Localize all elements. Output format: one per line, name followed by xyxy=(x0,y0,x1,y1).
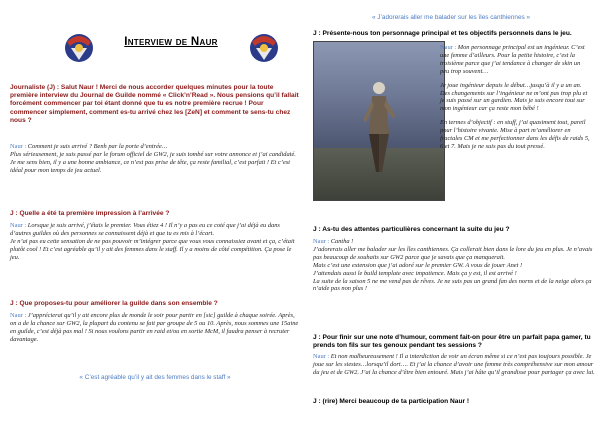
question-3: J : Que proposes-tu pour améliorer la guilde dans son ensemble ? xyxy=(10,300,218,307)
answer-6 xyxy=(313,353,595,377)
speaker-label: Naur : xyxy=(313,238,330,245)
answer-text: Plus sérieusement, je suis passé par le forum officiel de GW2, je suis tombé sur votre annonce et j’ai candidaté. xyxy=(10,150,296,158)
answer-3 xyxy=(10,312,300,344)
answer-text: Je n’ai pas eu cette sensation de ne pas pouvoir m’intégrer parce que vous vous connaissiez avant et ça, c’était plutôt cool ! Et c’est agréable qu’il y ait des femmes dans le staff. Il y a moins de côté compétition. Ça pose le jeu. xyxy=(10,237,295,261)
speaker-label: Naur : xyxy=(10,312,27,319)
question-4: J : Présente-nous ton personnage principal et tes objectifs personnels dans le jeu. xyxy=(313,30,572,37)
speaker-label: Naur : xyxy=(10,222,27,229)
answer-text: En termes d’objectif : en stuff, j’ai quasiment tout, pareil pour l’histoire vivante. Mise à part m’améliorer en fractales CM et me perfectionner dans les défis de raids 5, 6 et 7. Mais je ne suis pas du tout pressé. xyxy=(440,119,590,150)
interview-header xyxy=(10,2,300,82)
answer-5 xyxy=(313,238,595,293)
answer-text: Mon personnage principal est un ingénieur. C’est une femme d’ailleurs. Pour la petite histoire, c’est la troisième parce que j’ai tendance à changer de skin un peu trop souvent… xyxy=(440,44,585,75)
answer-text: Cantha ! xyxy=(330,238,354,245)
answer-text: Je joue ingénieur depuis le début…jusqu’à il y a un an. Des changements sur l’ingénieur ne m’ont pas trop plu et je suis passé sur un gardien. Mais je suis encore tout sur mon ingénieur car ça reste mon bébé ! xyxy=(440,81,588,113)
answer-text: Comment je suis arrivé ? Benh par la porte d’entrée… xyxy=(27,143,168,150)
answer-text: Et non malheureusement ! Il a interdiction de voir un écran même si ce n’est pas toujours possible. Je joue sur les siestes…lorsqu’il dort…. Et j’ai la chance d’avoir une femme très compréhensive sur mon amour du jeu et de GW2. J’ai la chance d’être bien entouré. Mais j’ai hâte qu’il grandisse pour partager ça avec lui. xyxy=(313,353,595,376)
speaker-label: Naur : xyxy=(440,44,457,51)
answer-text: J’apprécierai qu’il y ait encore plus de monde le soir pour partir en [sic] guilde à chaque soirée. Après, on a de la chance sur GW2, la plupart du contenu se fait par groupe de 5 ou 10. Après, nous sommes une 15aine en guilde, c’est déjà pas mal ! Si nous voulons partir en raid et/ou en sortie McM, il faudra penser à recruter davantage. xyxy=(10,312,299,343)
speaker-label: Naur : xyxy=(313,353,330,360)
pull-quote-right: « J’adorerais aller me balader sur les îles canthiennes » xyxy=(371,14,531,21)
speaker-label: Naur : xyxy=(10,143,27,150)
answer-1 xyxy=(10,143,300,175)
answer-text: J’attendais aussi le build template avec impatience. Mais ça y est, il est arrivé ! xyxy=(313,269,517,277)
question-2: J : Quelle a été ta première impression à l’arrivée ? xyxy=(10,210,170,217)
answer-text: La suite de la saison 5 ne me vend pas de rêves. Je ne suis pas un grand fan des norns et de la neige alors ça n’aide pas non plus ! xyxy=(313,277,592,293)
answer-text: Lorsque je suis arrivé, j’étais le premier. Vous étiez 4 ! Il n’y a pas eu ce coté que j’ai déjà eu dans d’autres guildes où des personnes se connaissent déjà et que tu es mis à l’écart. xyxy=(10,222,280,237)
answer-text: J’adorerais aller me balader sur les îles canthiennes. Ça collerait bien dans le lore du jeu en plus. Je n’avais pas beaucoup de souhaits sur GW2 parce que je savais que ça manquerait. xyxy=(313,245,593,261)
question-5: J : As-tu des attentes particulières concernant la suite du jeu ? xyxy=(313,226,510,233)
question-6: J : Pour finir sur une note d’humour, comment fait-on pour être un parfait papa gamer, tu prends ton fils sur tes genoux pendant tes sessions ? xyxy=(313,334,591,350)
intro-question: Journaliste (J) : Salut Naur ! Merci de nous accorder quelques minutes pour la toute première interview du Journal de Guilde nommé « Click’n’Read ». Nous pensions qu’il fallait forcément commencer par toi étant donné que tu es notre première recrue ! Pour commencer simplement, comment es-tu arrivé chez les [ZeN] et comment te sens-tu chez nous ? xyxy=(10,84,299,124)
character-screenshot xyxy=(313,41,445,201)
pull-quote-left: « C’est agréable qu’il y ait des femmes dans le staff » xyxy=(79,374,231,381)
closing-line: J : (rire) Merci beaucoup de ta participation Naur ! xyxy=(313,398,470,405)
answer-2 xyxy=(10,222,300,262)
answer-text: Je me sens bien, il y a une bonne ambiance, ce n’est pas prise de tête, ça reste familial, c’est parfait ! Et c’est idéal pour mon temps de jeu actuel. xyxy=(10,158,290,174)
character-figure-icon xyxy=(360,76,398,176)
page-title: Interview de Naur xyxy=(124,36,218,48)
guild-emblem-icon xyxy=(62,30,96,64)
answer-4 xyxy=(440,44,590,151)
answer-text: Mais c’est une extension que j’ai adoré sur le premier GW. A vous de jouer Anet ! xyxy=(313,261,523,269)
guild-emblem-icon xyxy=(247,30,281,64)
